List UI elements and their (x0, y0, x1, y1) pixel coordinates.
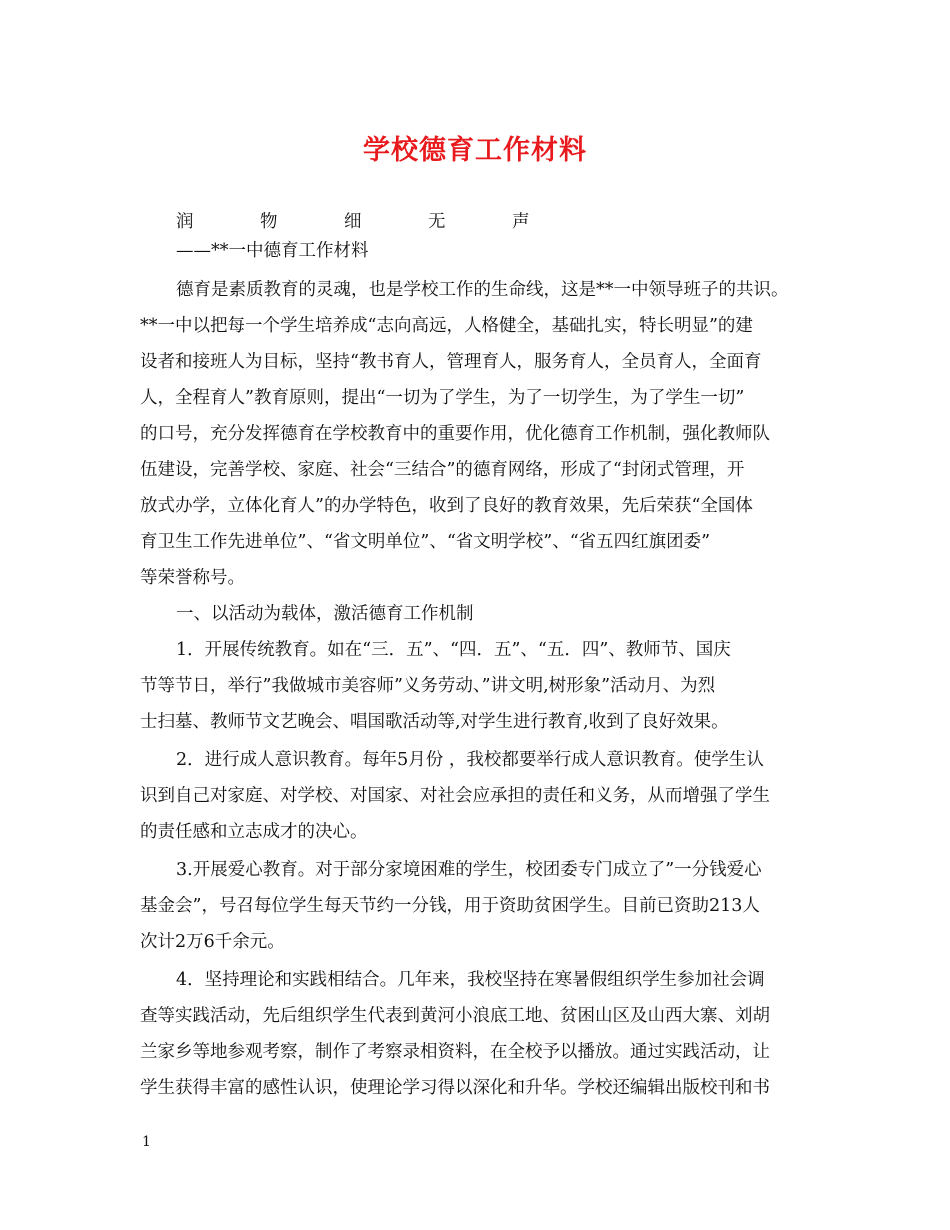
section-heading: 一、以活动为载体，激活德育工作机制 (176, 604, 474, 624)
subtitle-char: 声 (512, 212, 530, 232)
paragraph-line: 学生获得丰富的感性认识，使理论学习得以深化和升华。学校还编辑出版校刊和书 (140, 1078, 770, 1098)
paragraph-line: 士扫墓、教师节文艺晚会、唱国歌活动等,对学生进行教育,收到了良好效果。 (140, 712, 729, 732)
paragraph-line: **一中以把每一个学生培养成“志向高远，人格健全，基础扎实，特长明显”的建 (140, 316, 753, 336)
paragraph-line: 3.开展爱心教育。对于部分家境困难的学生，校团委专门成立了”一分钱爱心 (176, 860, 762, 880)
paragraph-line: 等荣誉称号。 (140, 568, 245, 588)
subtitle-char: 物 (260, 212, 278, 232)
paragraph-line: 放式办学，立体化育人”的办学特色，收到了良好的教育效果，先后荣获“全国体 (140, 496, 753, 516)
paragraph-line: 查等实践活动，先后组织学生代表到黄河小浪底工地、贫困山区及山西大寨、刘胡 (140, 1006, 770, 1026)
paragraph-line: 1．开展传统教育。如在“三．五”、“四．五”、“五．四”、教师节、国庆 (176, 640, 731, 660)
page-number: 1 (142, 1134, 151, 1150)
byline: ——**一中德育工作材料 (176, 241, 369, 261)
paragraph-line: 伍建设，完善学校、家庭、社会“三结合”的德育网络，形成了“封闭式管理，开 (140, 460, 745, 480)
paragraph-line: 兰家乡等地参观考察，制作了考察录相资料，在全校予以播放。通过实践活动，让 (140, 1042, 770, 1062)
paragraph-line: 节等节日，举行”我做城市美容师”义务劳动、”讲文明,树形象”活动月、为烈 (140, 676, 716, 696)
subtitle-char: 润 (176, 212, 194, 232)
paragraph-line: 人，全程育人”教育原则，提出“一切为了学生，为了一切学生，为了学生一切” (140, 388, 745, 408)
paragraph-line: 识到自己对家庭、对学校、对国家、对社会应承担的责任和义务，从而增强了学生 (140, 786, 770, 806)
paragraph-line: 2．进行成人意识教育。每年5月份 ，我校都要举行成人意识教育。使学生认 (176, 750, 764, 770)
paragraph-line: 基金会”，号召每位学生每天节约一分钱，用于资助贫困学生。目前已资助213人 (140, 896, 760, 916)
paragraph-line: 的口号，充分发挥德育在学校教育中的重要作用，优化德育工作机制，强化教师队 (140, 424, 770, 444)
paragraph-line: 的责任感和立志成才的决心。 (140, 822, 368, 842)
document-title: 学校德育工作材料 (363, 135, 587, 166)
paragraph-line: 德育是素质教育的灵魂，也是学校工作的生命线，这是**一中领导班子的共识。 (176, 280, 789, 300)
paragraph-line: 次计2万6千余元。 (140, 932, 285, 952)
subtitle (176, 208, 596, 233)
paragraph-line: 设者和接班人为目标，坚持“教书育人，管理育人，服务育人，全员育人，全面育 (140, 352, 762, 372)
paragraph-line: 4．坚持理论和实践相结合。几年来，我校坚持在寒暑假组织学生参加社会调 (176, 970, 765, 990)
subtitle-char: 细 (344, 212, 362, 232)
subtitle-char: 无 (428, 212, 446, 232)
paragraph-line: 育卫生工作先进单位”、“省文明单位”、“省文明学校”、“省五四红旗团委” (140, 532, 711, 552)
